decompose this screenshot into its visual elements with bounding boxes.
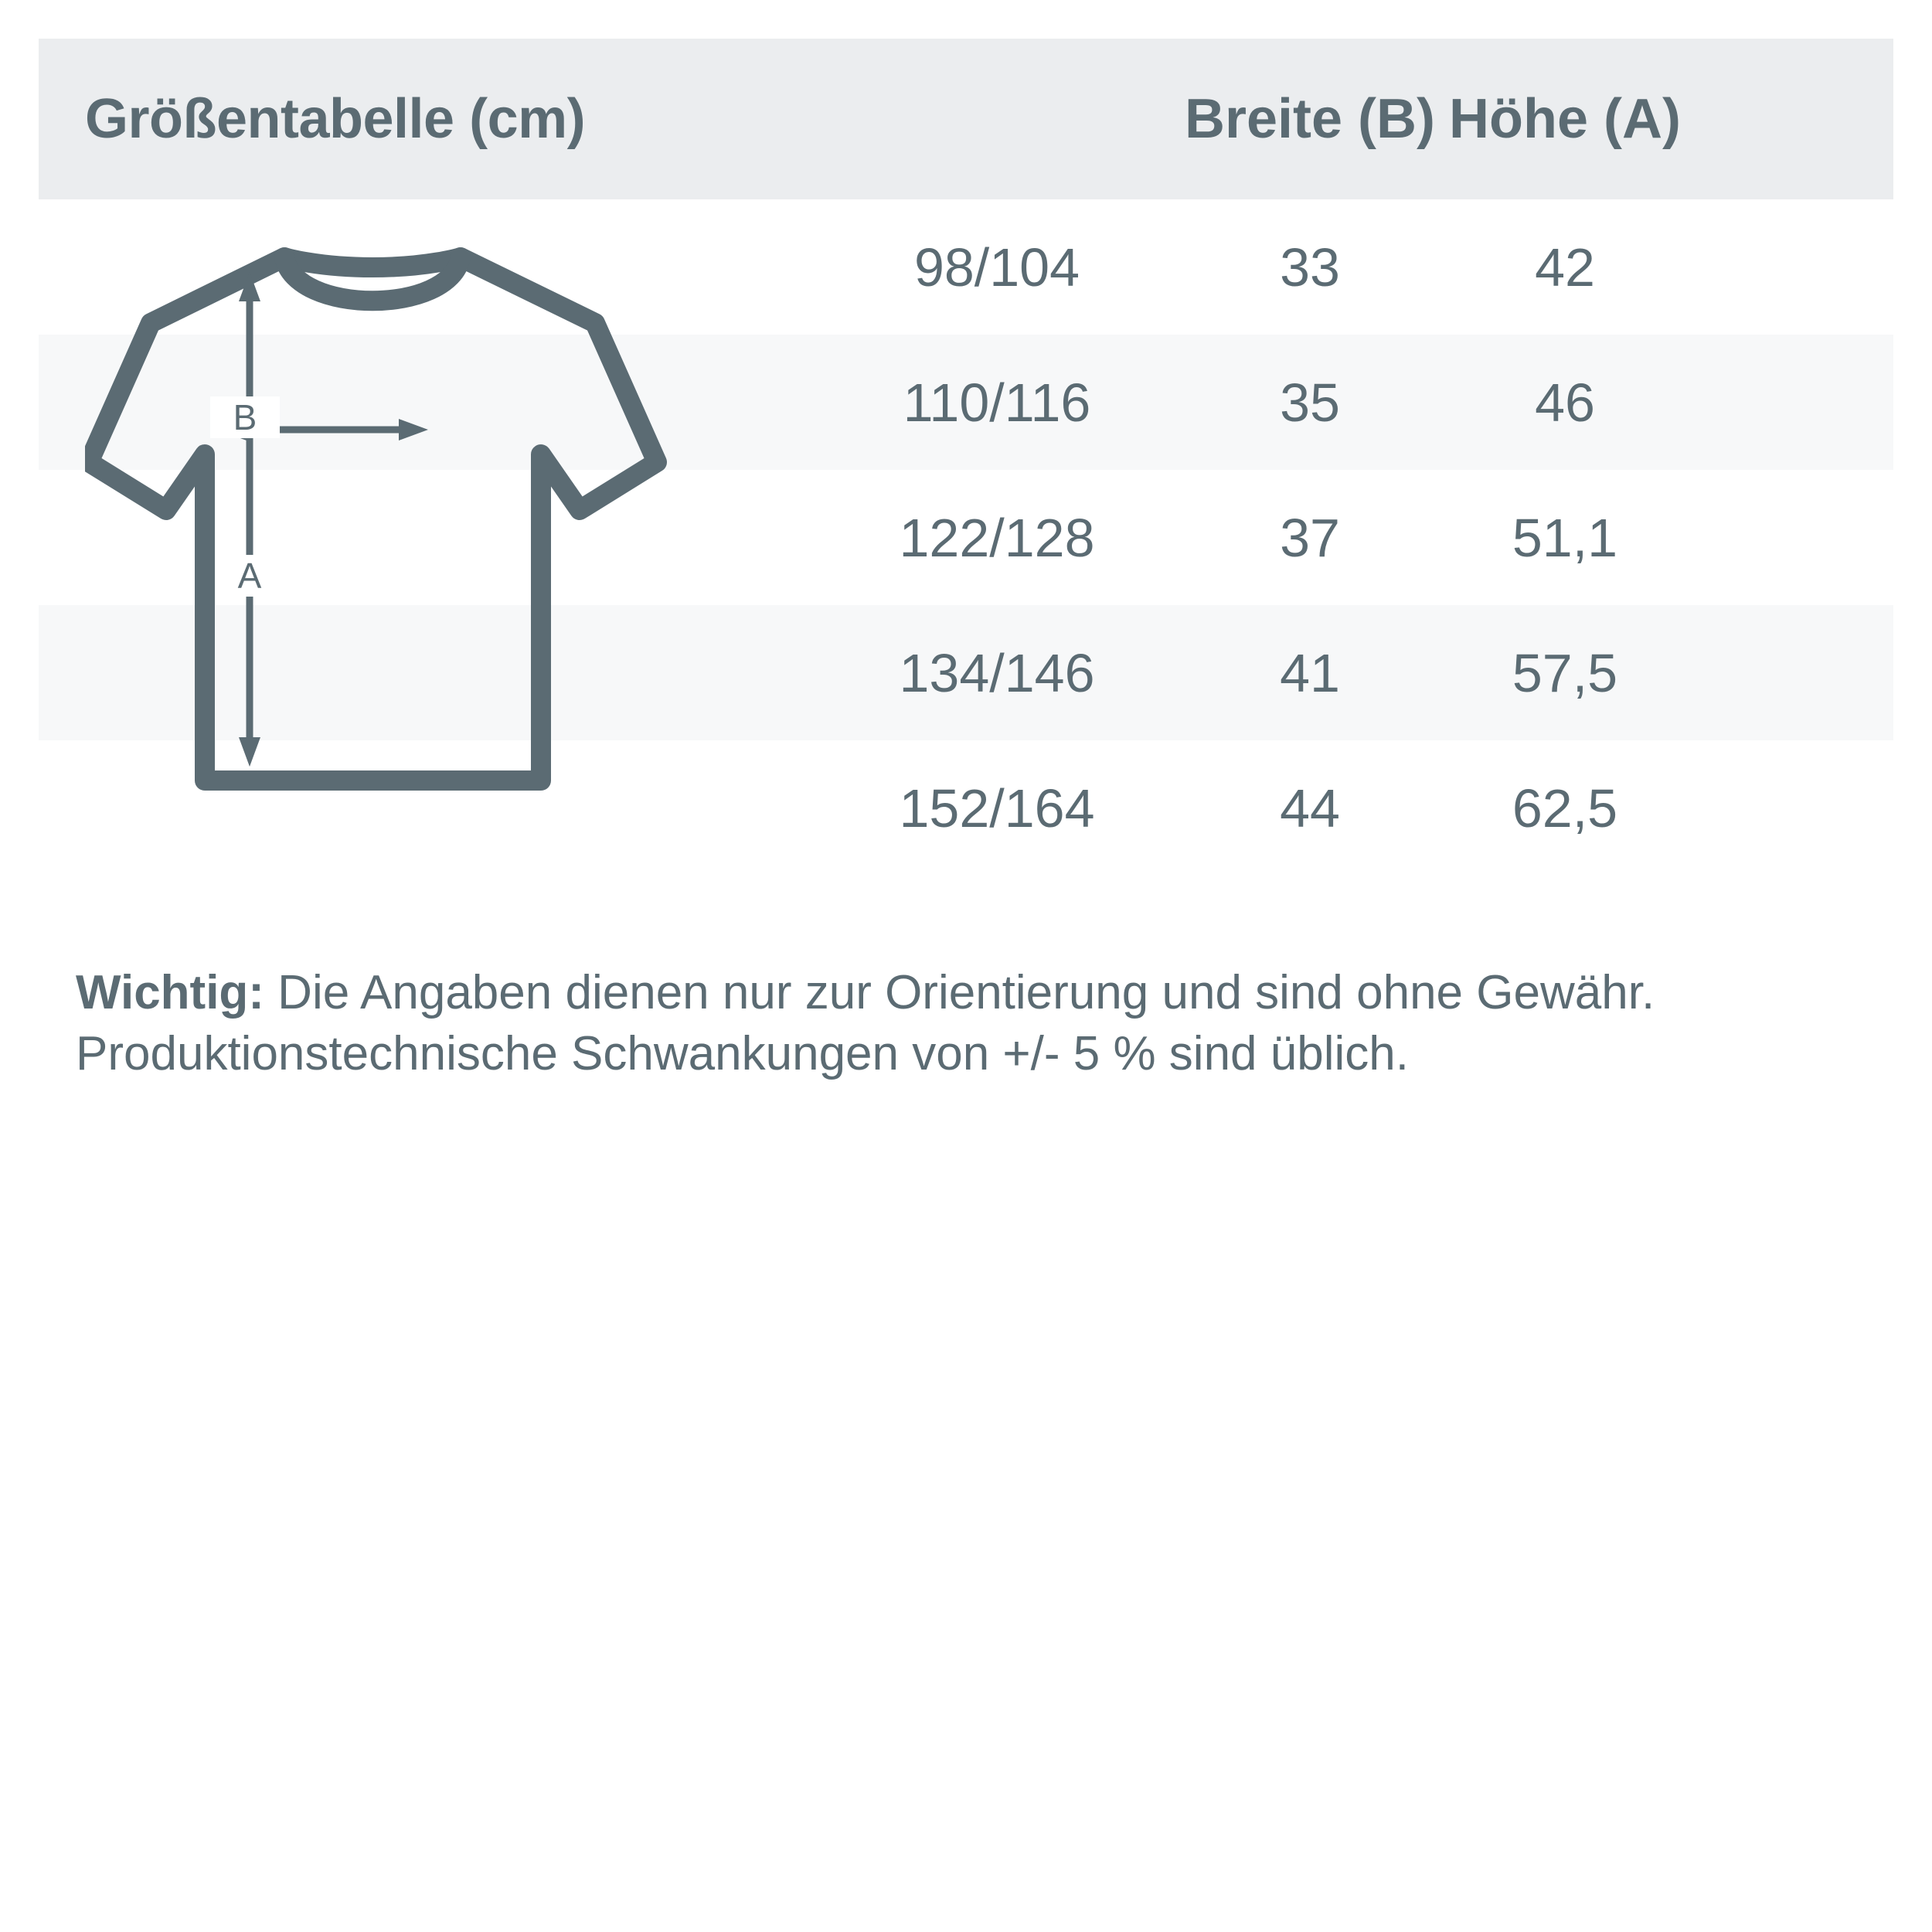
cell-size: 110/116 [903,372,1091,433]
cell-size: 152/164 [899,777,1095,838]
cell-height: 57,5 [1512,642,1618,703]
label-b: B [210,396,280,438]
cell-width: 35 [1280,372,1340,433]
disclaimer-text: Die Angaben dienen nur zur Orientierung und sind ohne Gewähr. Produktionstechnische Schwankungen von +/- 5 % sind üblich. [76,966,1655,1081]
cell-height: 51,1 [1512,507,1618,568]
cell-size: 98/104 [913,236,1080,298]
cell-width: 44 [1280,777,1340,838]
table-header-row [39,39,1893,199]
cell-height: 42 [1535,236,1595,298]
column-header-width: Breite (B) [1184,88,1436,150]
label-a: A [215,555,284,597]
cell-width: 33 [1280,236,1340,298]
disclaimer-note [76,962,1869,1085]
table-title: Größentabelle (cm) [85,88,586,150]
cell-width: 37 [1280,507,1340,568]
tshirt-diagram-icon [85,207,734,849]
cell-height: 62,5 [1512,777,1618,838]
disclaimer-emphasis: Wichtig: [76,966,264,1019]
cell-size: 122/128 [899,507,1095,568]
table-body [39,199,1893,876]
cell-size: 134/146 [899,642,1095,703]
cell-width: 41 [1280,642,1340,703]
column-header-height: Höhe (A) [1449,88,1681,150]
size-table [39,39,1893,876]
cell-height: 46 [1535,372,1595,433]
